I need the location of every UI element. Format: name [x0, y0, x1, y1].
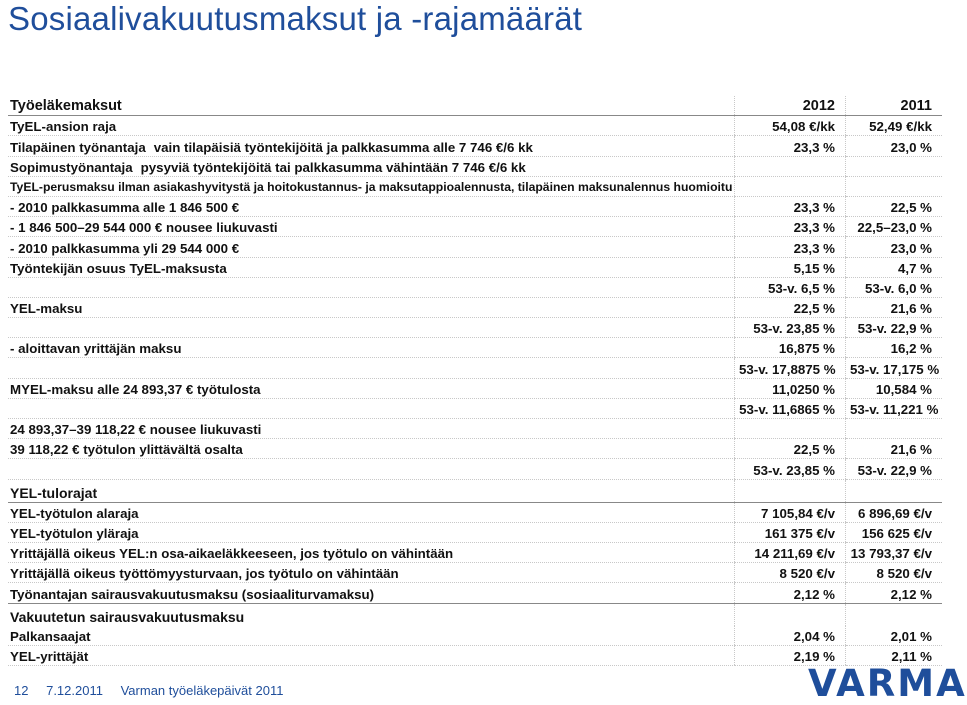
row-label: Yrittäjällä oikeus työttömyysturvaan, jos työtulo on vähintään [10, 566, 399, 582]
table-row [8, 196, 942, 216]
row-label-cell [8, 358, 735, 378]
table-row [8, 398, 942, 418]
row-label: YEL-maksu [10, 301, 83, 317]
value-2012: 22,5 % [735, 297, 846, 317]
table-row [8, 257, 942, 277]
value-2012: 53-v. 6,5 % [735, 277, 846, 297]
row-label-cell [8, 626, 735, 646]
table-row [8, 563, 942, 583]
row-label-cell [8, 522, 735, 542]
value-2011: 53-v. 22,9 % [846, 318, 943, 338]
row-label-cell [8, 542, 735, 562]
value-2011: 21,6 % [846, 439, 943, 459]
section-heading-yel [8, 479, 942, 502]
row-label: - 2010 palkkasumma alle 1 846 500 € [10, 200, 240, 216]
row-label-cell [8, 156, 735, 176]
row-label-cell [8, 563, 735, 583]
row-label-cell [8, 439, 735, 459]
contribution-table [8, 96, 942, 664]
table-row [8, 502, 942, 522]
page-title: Sosiaalivakuutusmaksut ja -rajamäärät [8, 0, 583, 37]
value-2011: 52,49 €/kk [846, 116, 943, 136]
row-label-cell [8, 645, 735, 665]
header-label: Työeläkemaksut [8, 96, 735, 116]
value-2011: 2,11 % [846, 645, 943, 665]
section-heading: YEL-tulorajat [8, 479, 735, 502]
table-row [8, 176, 942, 196]
value-2011: 23,0 % [846, 136, 943, 156]
table-row [8, 419, 942, 439]
value-2012: 8 520 €/v [735, 563, 846, 583]
value-2011: 6 896,69 €/v [846, 502, 943, 522]
row-label: Yrittäjällä oikeus YEL:n osa-aikaeläkkeeseen, jos työtulo on vähintään [10, 546, 454, 562]
row-label-cell [8, 338, 735, 358]
table-row [8, 156, 942, 176]
row-label: Tilapäinen työnantaja [10, 139, 146, 155]
row-label: TyEL-ansion raja [10, 119, 117, 135]
value-2012: 7 105,84 €/v [735, 502, 846, 522]
value-2011: 4,7 % [846, 257, 943, 277]
varma-logo: VARMA [808, 662, 967, 705]
row-label: YEL-yrittäjät [10, 648, 89, 664]
row-label: Työnantajan sairausvakuutusmaksu (sosiaaliturvamaksu) [10, 586, 375, 602]
table-row [8, 439, 942, 459]
table-body [8, 96, 942, 665]
value-2012: 23,3 % [735, 196, 846, 216]
row-label-cell [8, 217, 735, 237]
value-2011: 23,0 % [846, 237, 943, 257]
value-2011: 22,5 % [846, 196, 943, 216]
table-row [8, 338, 942, 358]
value-2012: 53-v. 11,6865 % [735, 398, 846, 418]
table-row [8, 522, 942, 542]
empty-cell [735, 479, 846, 502]
row-label-cell [8, 196, 735, 216]
table-row [8, 626, 942, 646]
value-2012 [735, 419, 846, 439]
row-label-cell [8, 318, 735, 338]
value-2011: 156 625 €/v [846, 522, 943, 542]
table-header-row [8, 96, 942, 116]
row-label-cell [8, 297, 735, 317]
table-row [8, 116, 942, 136]
row-label: Palkansaajat [10, 628, 91, 644]
row-note: vain tilapäisiä työntekijöitä ja palkkasumma alle 7 746 €/6 kk [153, 139, 533, 155]
row-label: TyEL-perusmaksu ilman asiakashyvitystä ja hoitokustannus- ja maksutappioalennusta, tilapäinen maksunalennus huomioitu [10, 179, 733, 194]
row-note: pysyviä työntekijöitä tai palkkasumma vähintään 7 746 €/6 kk [140, 159, 526, 175]
section-heading: Vakuutetun sairausvakuutusmaksu [10, 608, 245, 625]
footer-date: 7.12.2011 [46, 683, 103, 698]
value-2012: 23,3 % [735, 217, 846, 237]
value-2012: 53-v. 23,85 % [735, 459, 846, 479]
footer [14, 683, 297, 698]
value-2011: 21,6 % [846, 297, 943, 317]
value-2011: 10,584 % [846, 378, 943, 398]
empty-cell [846, 603, 943, 626]
header-year-2012: 2012 [735, 96, 846, 116]
row-label: Sopimustyönantaja [10, 159, 133, 175]
row-label-cell [8, 398, 735, 418]
value-2012: 14 211,69 €/v [735, 542, 846, 562]
table-row [8, 136, 942, 156]
value-2011: 2,12 % [846, 583, 943, 603]
value-2012: 16,875 % [735, 338, 846, 358]
value-2011: 8 520 €/v [846, 563, 943, 583]
page-number: 12 [14, 683, 29, 698]
table-row [8, 318, 942, 338]
value-2012: 22,5 % [735, 439, 846, 459]
employer-row [8, 583, 942, 603]
row-label: 39 118,22 € työtulon ylittävältä osalta [10, 442, 243, 458]
value-2011: 13 793,37 €/v [846, 542, 943, 562]
value-2011: 53-v. 17,175 % [846, 358, 943, 378]
value-2012: 2,12 % [735, 583, 846, 603]
empty-cell [735, 603, 846, 626]
footer-event: Varman työeläkepäivät 2011 [120, 683, 284, 698]
value-2012 [735, 156, 846, 176]
value-2011: 2,01 % [846, 626, 943, 646]
value-2012: 53-v. 23,85 % [735, 318, 846, 338]
value-2012: 161 375 €/v [735, 522, 846, 542]
value-2011: 53-v. 6,0 % [846, 277, 943, 297]
header-year-2011: 2011 [846, 96, 943, 116]
row-label-cell [8, 378, 735, 398]
value-2012: 2,19 % [735, 645, 846, 665]
table-row [8, 297, 942, 317]
section-heading-insured [8, 603, 942, 626]
table-row [8, 277, 942, 297]
row-label-cell [8, 277, 735, 297]
row-label: - 1 846 500–29 544 000 € nousee liukuvasti [10, 220, 278, 236]
row-label: MYEL-maksu alle 24 893,37 € työtulosta [10, 381, 261, 397]
row-label: YEL-työtulon alaraja [10, 505, 139, 521]
table-row [8, 542, 942, 562]
table-row [8, 378, 942, 398]
value-2012: 54,08 €/kk [735, 116, 846, 136]
row-label-cell [8, 583, 735, 603]
value-2011 [846, 419, 943, 439]
row-label: 24 893,37–39 118,22 € nousee liukuvasti [10, 422, 262, 438]
value-2011 [846, 156, 943, 176]
value-2012: 11,0250 % [735, 378, 846, 398]
value-2011 [846, 176, 943, 196]
row-label: YEL-työtulon yläraja [10, 525, 139, 541]
row-label: Työntekijän osuus TyEL-maksusta [10, 260, 227, 276]
value-2011: 22,5–23,0 % [846, 217, 943, 237]
table-row [8, 217, 942, 237]
value-2011: 16,2 % [846, 338, 943, 358]
table-row [8, 459, 942, 479]
value-2011: 53-v. 11,221 % [846, 398, 943, 418]
row-label-cell [8, 502, 735, 522]
table-row [8, 358, 942, 378]
value-2012: 23,3 % [735, 136, 846, 156]
row-label-cell [8, 237, 735, 257]
value-2012 [735, 176, 846, 196]
row-label-cell [8, 176, 735, 196]
value-2011: 53-v. 22,9 % [846, 459, 943, 479]
table-row [8, 645, 942, 665]
value-2012: 5,15 % [735, 257, 846, 277]
empty-cell [846, 479, 943, 502]
row-label-cell [8, 459, 735, 479]
row-label: - aloittavan yrittäjän maksu [10, 341, 182, 357]
value-2012: 2,04 % [735, 626, 846, 646]
row-label-cell [8, 116, 735, 136]
value-2012: 53-v. 17,8875 % [735, 358, 846, 378]
row-label-cell [8, 136, 735, 156]
table-row [8, 237, 942, 257]
row-label-cell [8, 257, 735, 277]
row-label: - 2010 palkkasumma yli 29 544 000 € [10, 240, 240, 256]
row-label-cell [8, 419, 735, 439]
value-2012: 23,3 % [735, 237, 846, 257]
